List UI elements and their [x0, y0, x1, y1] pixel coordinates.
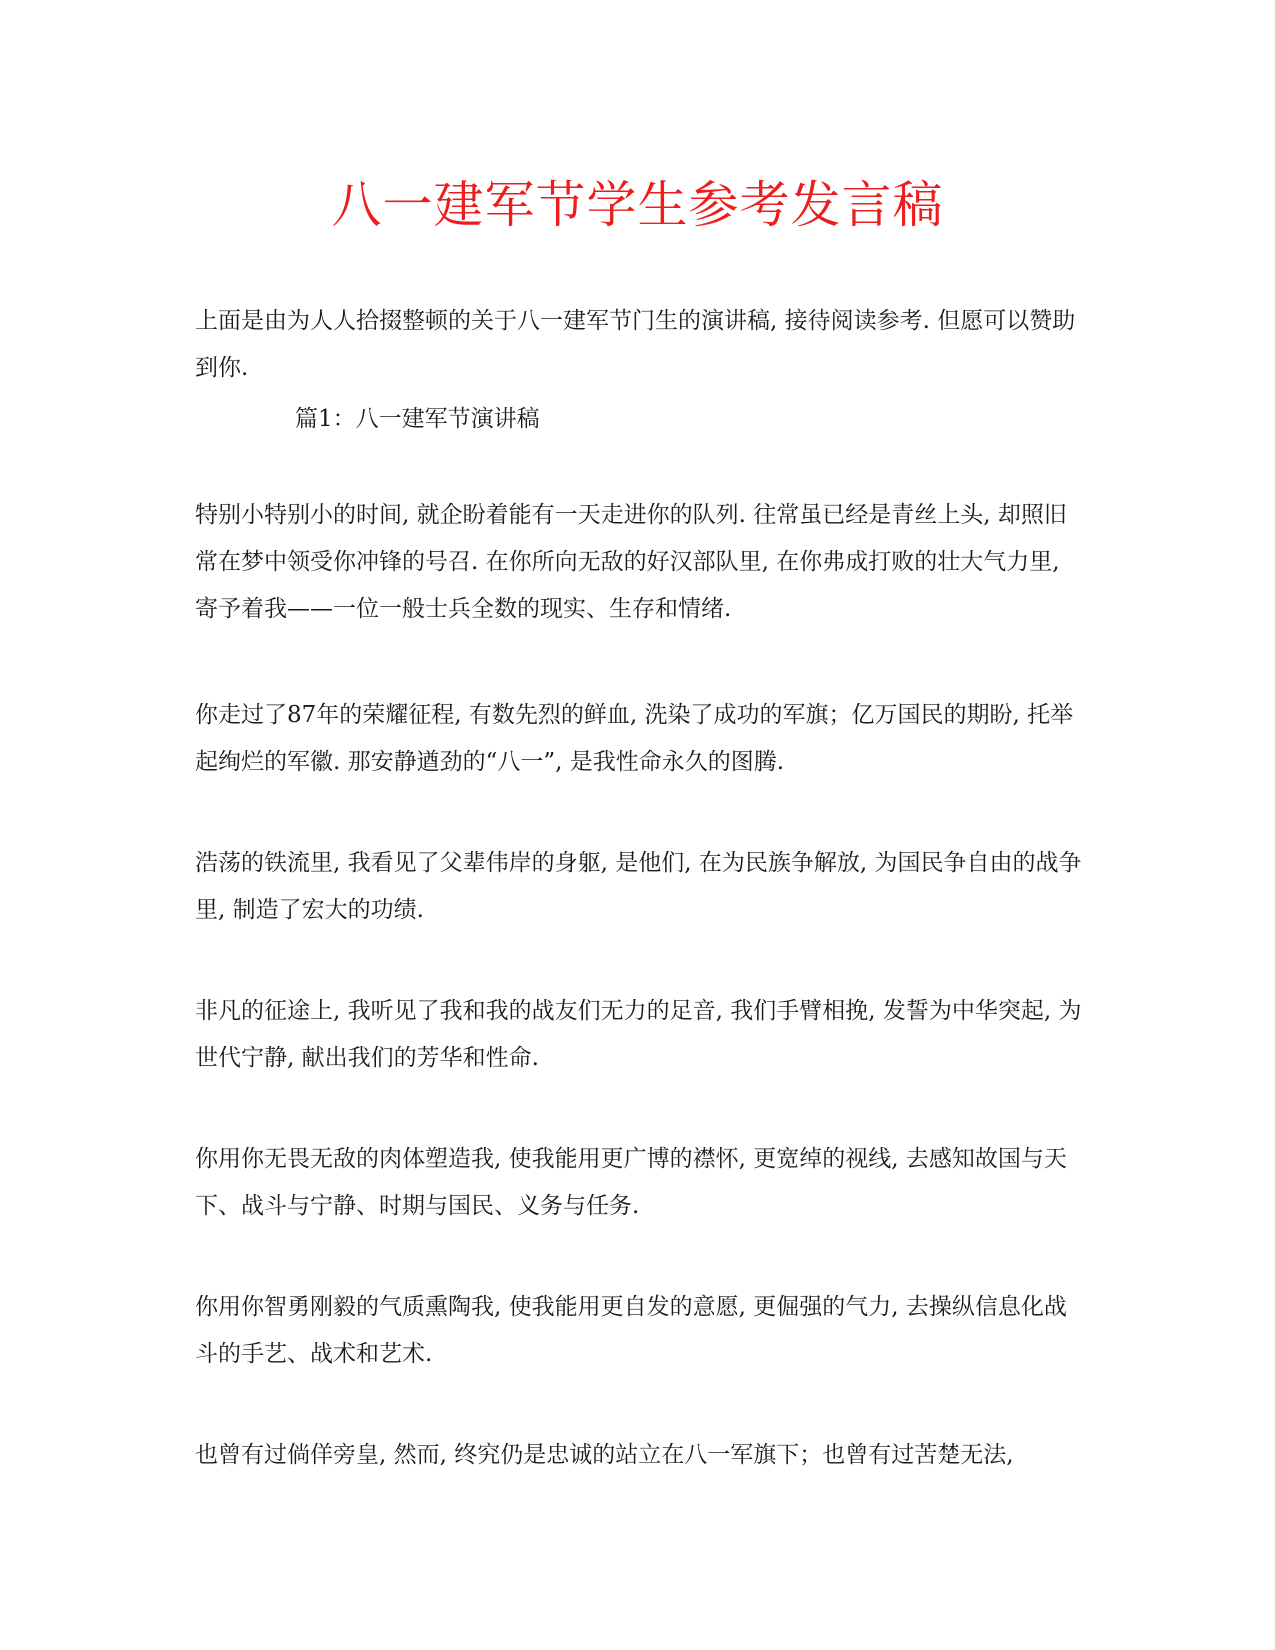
intro-paragraph: 上面是由为人人拾掇整顿的关于八一建军节门生的演讲稿, 接待阅读参考. 但愿可以赞助到你. [195, 308, 1076, 381]
body-paragraph: 特别小特别小的时间, 就企盼着能有一天走进你的队列. 往常虽已经是青丝上头, 却照旧常在梦中领受你冲锋的号召. 在你所向无敌的好汉部队里, 在你弗成打败的壮大气力里, 寄予着我——一位一般士兵全数的现实、生存和情绪. [195, 502, 1067, 622]
body-paragraph: 也曾有过倘佯旁皇, 然而, 终究仍是忠诚的站立在八一军旗下；也曾有过苦楚无法, [195, 1442, 1014, 1468]
body-paragraph: 非凡的征途上, 我听见了我和我的战友们无力的足音, 我们手臂相挽, 发誓为中华突起, 为世代宁静, 献出我们的芳华和性命. [195, 998, 1082, 1071]
document-title: 八一建军节学生参考发言稿 [331, 176, 944, 234]
body-paragraph: 浩荡的铁流里, 我看见了父辈伟岸的身躯, 是他们, 在为民族争解放, 为国民争自由的战争里, 制造了宏大的功绩. [195, 850, 1082, 923]
body-paragraph: 你用你无畏无敌的肉体塑造我, 使我能用更广博的襟怀, 更宽绰的视线, 去感知故国与天下、战斗与宁静、时期与国民、义务与任务. [195, 1146, 1067, 1219]
body-paragraph: 你走过了87年的荣耀征程, 有数先烈的鲜血, 洗染了成功的军旗；亿万国民的期盼, 托举起绚烂的军徽. 那安静遒劲的“八一”, 是我性命永久的图腾. [195, 702, 1074, 775]
section-heading: 篇1：八一建军节演讲稿 [295, 406, 540, 432]
body-paragraph: 你用你智勇刚毅的气质熏陶我, 使我能用更自发的意愿, 更倔强的气力, 去操纵信息化战斗的手艺、战术和艺术. [195, 1294, 1067, 1367]
